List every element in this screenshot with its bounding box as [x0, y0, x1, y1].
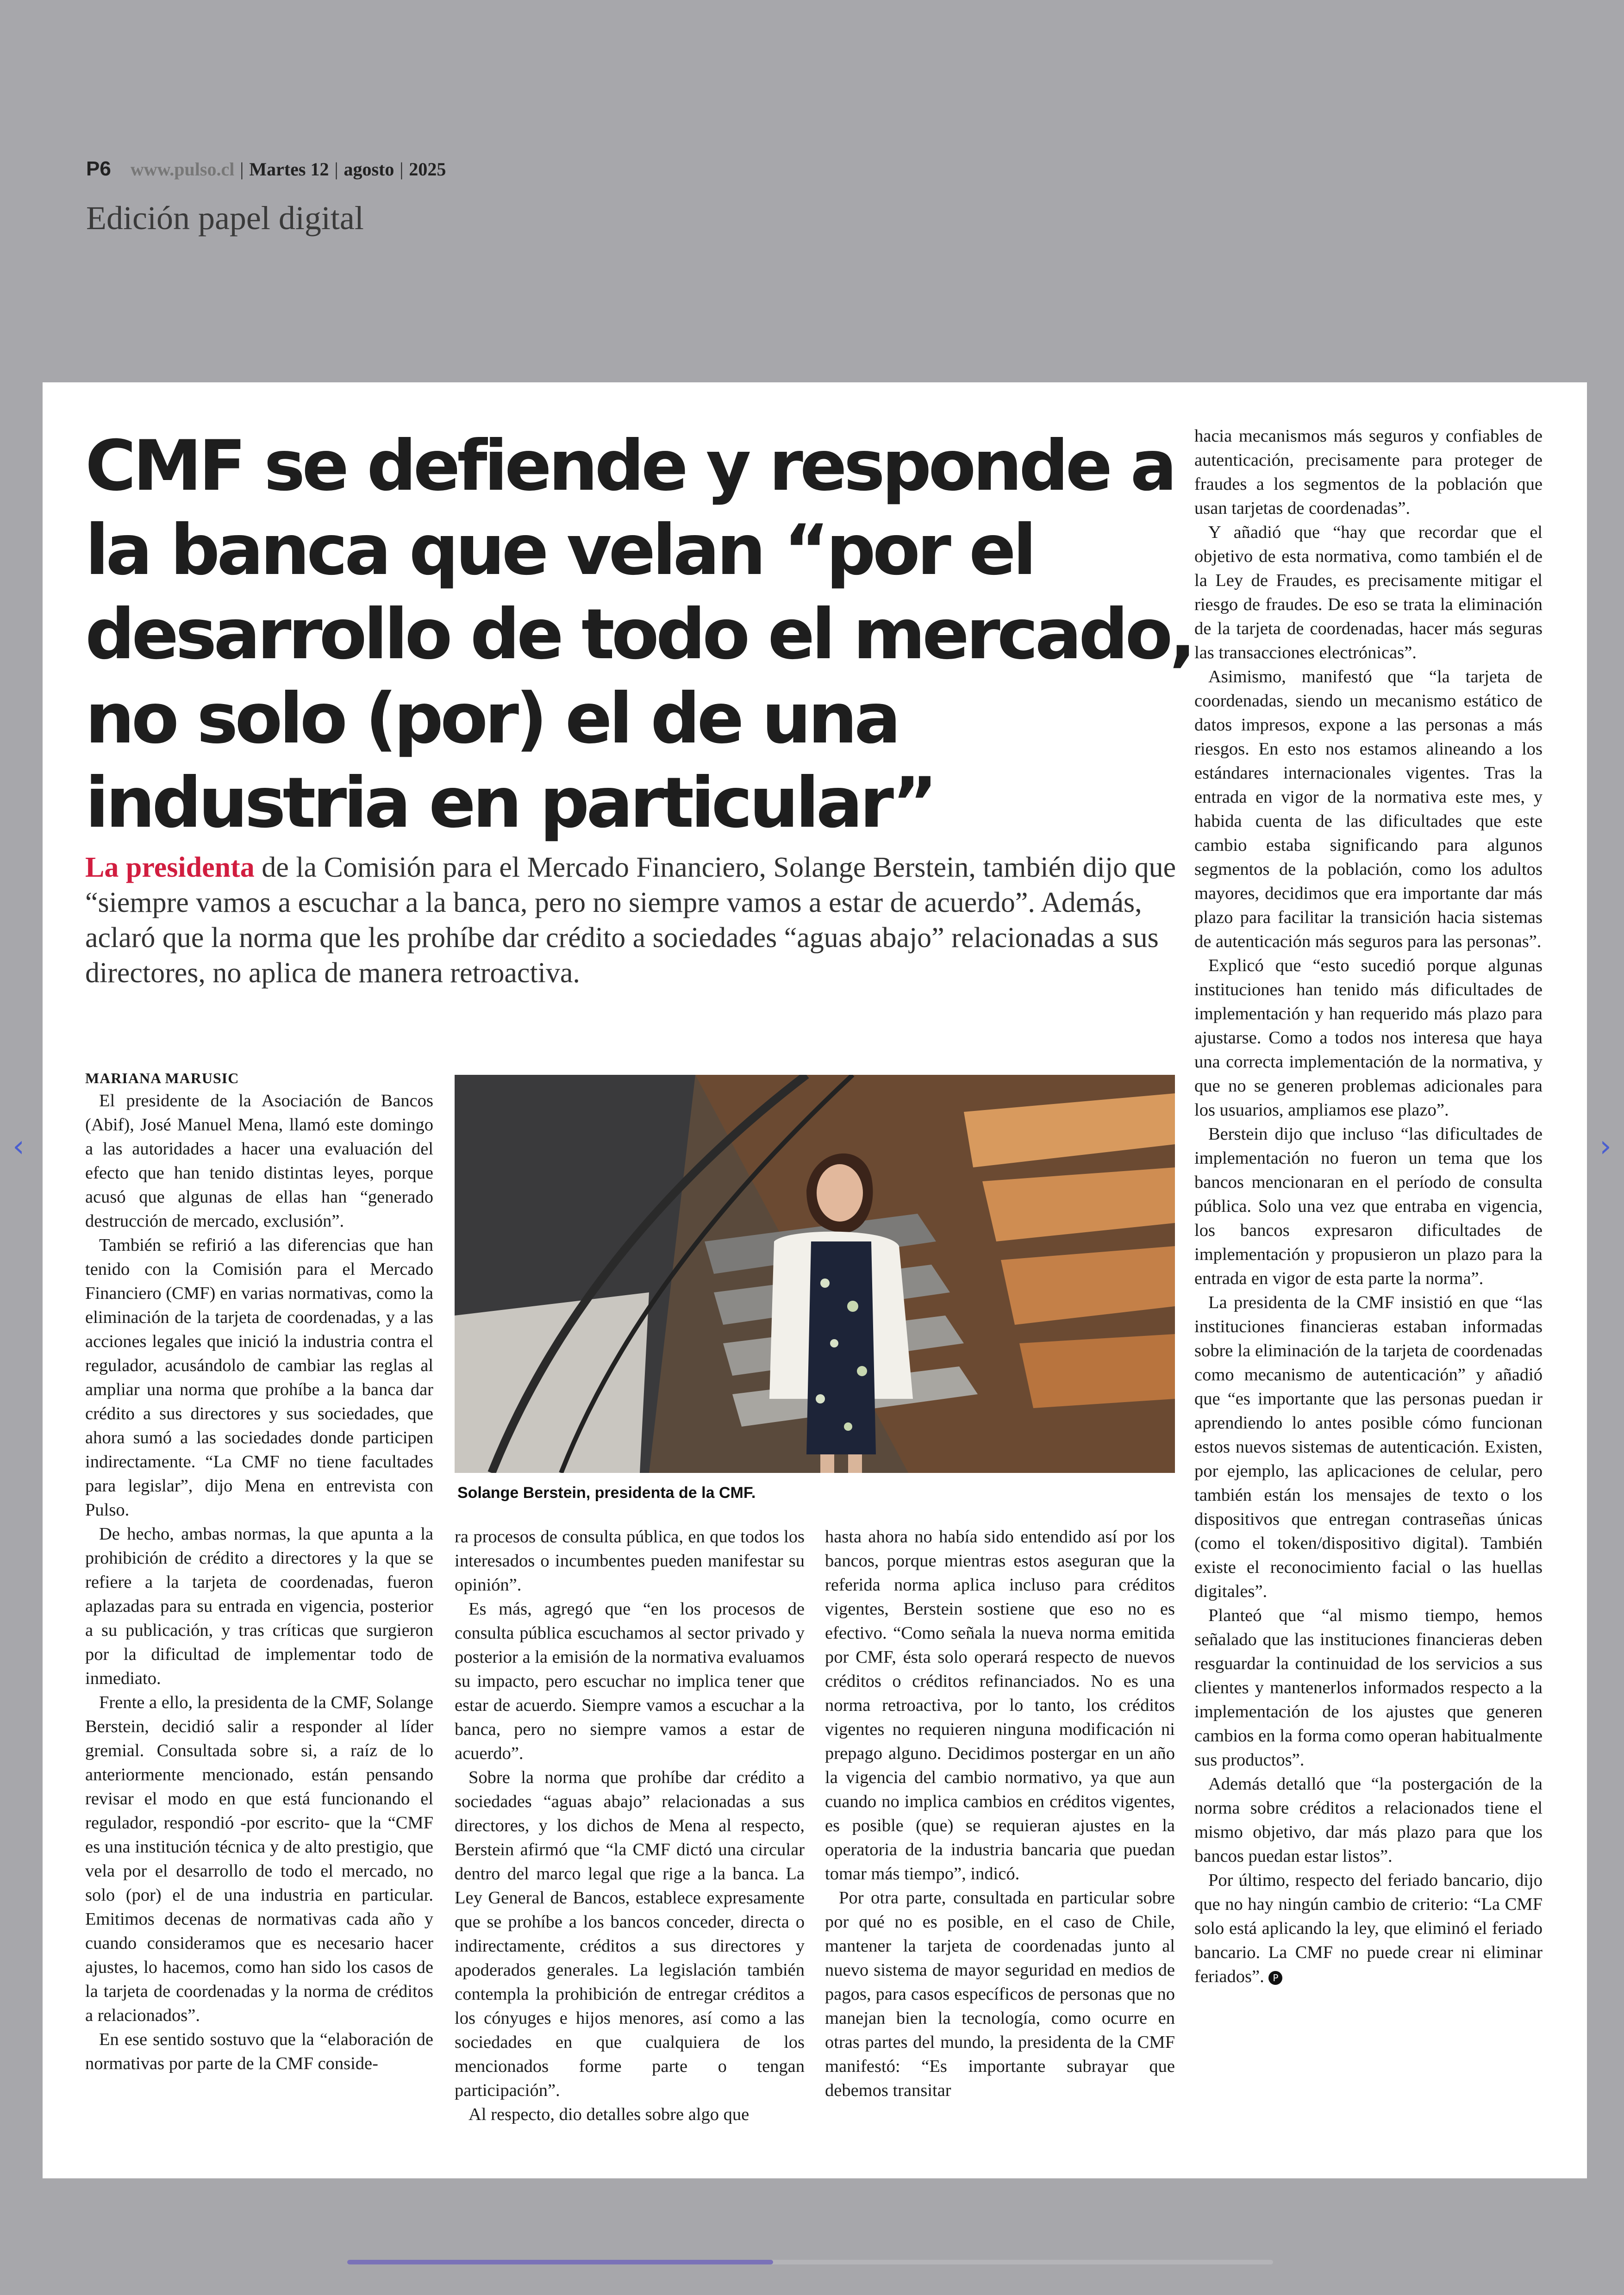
divider: | [400, 158, 404, 180]
chevron-right-icon[interactable]: › [1599, 1129, 1612, 1164]
deck-lead: La presidenta [85, 852, 255, 883]
edition-title: Edición papel digital [86, 200, 364, 237]
paragraph: Al respecto, dio detalles sobre algo que [468, 2105, 750, 2124]
site-url[interactable]: www.pulso.cl [130, 158, 235, 180]
paragraph: ra procesos de consulta pública, en que todos los interesados o incumbentes pueden manifestar su opinión”. [455, 1527, 805, 1595]
divider: | [240, 158, 244, 180]
paragraph: El presidente de la Asociación de Bancos (Abif), José Manuel Mena, llamó este domingo a las autoridades a hacer una evaluación del efecto que han tenido distintas leyes, porque acusó que algunas de ellas han “generado destrucción de mercado, exclusión”. [85, 1091, 433, 1231]
page-number: P6 [86, 157, 111, 180]
article-column-1 [85, 1067, 433, 2076]
issue-day: Martes 12 [249, 158, 329, 180]
article-column-3 [825, 1525, 1175, 2102]
paragraph: hasta ahora no había sido entendido así por los bancos, porque mientras estos aseguran que la referida norma aplica incluso para créditos vigentes, Berstein sostiene que eso no es efectivo. “Como señala la nueva norma emitida por CMF, ésta solo operará respecto de nuevos créditos o créditos refinanciados. No es una norma retroactiva, por lo tanto, los créditos vigentes no requieren ninguna modificación ni prepago alguno. Decidimos postergar en un año la vigencia del cambio normativo, ya que aun cuando no implica cambios en créditos vigentes, es posible (que) se requieran ajustes en la operatoria de la industria bancaria que puedan tomar más tiempo”, indicó. [825, 1527, 1175, 1883]
article-headline: CMF se defiende y responde a la banca que velan “por el desarrollo de todo el mercado, no solo (por) el de una industria en particular” [85, 426, 1193, 843]
end-mark-icon: P [1268, 1971, 1282, 1985]
divider: | [334, 158, 338, 180]
paragraph: En ese sentido sostuvo que la “elaboración de normativas por parte de la CMF conside- [85, 2030, 433, 2073]
paragraph: Por otra parte, consultada en particular sobre por qué no es posible, en el caso de Chile, mantener la tarjeta de coordenadas junto al nuevo sistema de mayor seguridad en medios de pagos, para casos específicos de personas que no manejan bien la tecnología, como ocurre en otras partes del mundo, la presidenta de la CMF manifestó: “Es importante subrayar que debemos transitar [825, 1888, 1175, 2100]
issue-line [86, 157, 446, 181]
deck-text: de la Comisión para el Mercado Financiero, Solange Berstein, también dijo que “siempre vamos a escuchar a la banca, pero no siempre vamos a estar de acuerdo”. Además, aclaró que la norma que les prohíbe dar crédito a sociedades “aguas abajo” relacionadas a sus directores, no aplica de manera retroactiva. [85, 852, 1176, 989]
paragraph-text: Por último, respecto del feriado bancario, dijo que no hay ningún cambio de criterio: “La CMF solo está aplicando la ley, que eliminó el feriado bancario. La CMF no puede crear ni eliminar feriados”. [1194, 1871, 1543, 1986]
paragraph: Planteó que “al mismo tiempo, hemos señalado que las instituciones financieras deben resguardar la continuidad de los servicios a sus clientes y mantenerlos informados respecto a la implementación de los ajustes que generen cambios en la forma como operan habitualmente sus productos”. [1194, 1606, 1543, 1770]
page-scrollbar[interactable] [347, 2260, 1273, 2264]
paragraph [1194, 1868, 1543, 1989]
article-deck [85, 850, 1187, 991]
article-photo [455, 1075, 1175, 1473]
photo-caption: Solange Berstein, presidenta de la CMF. [457, 1484, 756, 1502]
paragraph: Es más, agregó que “en los procesos de consulta pública escuchamos al sector privado y posterior a la emisión de la normativa evaluamos su impacto, pero escuchar no implica tener que estar de acuerdo. Siempre vamos a escuchar a la banca, pero no siempre vamos a estar de acuerdo”. [455, 1599, 805, 1763]
paragraph: Frente a ello, la presidenta de la CMF, Solange Berstein, decidió salir a responder al líder gremial. Consultada sobre si, a raíz de lo anteriormente mencionado, están pensando revisar el modo en que está funcionando el regulador, respondió -por escrito- que la “CMF es una institución técnica y de alto prestigio, que vela por el desarrollo de todo el mercado, no solo (por) el de una industria en particular. Emitimos decenas de normativas cada año y cuando consideramos que es necesario hacer ajustes, lo hacemos, como han sido los casos de la tarjeta de coordenadas y la norma de créditos a relacionados”. [85, 1693, 433, 2025]
paragraph: Y añadió que “hay que recordar que el objetivo de esta normativa, como también el de la Ley de Fraudes, es precisamente mitigar el riesgo de fraudes. De eso se trata la eliminación de la tarjeta de coordenadas, hacer más seguras las transacciones electrónicas”. [1194, 523, 1543, 662]
issue-year: 2025 [409, 158, 446, 180]
article-column-2 [455, 1525, 805, 2127]
paragraph: También se refirió a las diferencias que han tenido con la Comisión para el Mercado Financiero (CMF) en varias normativas, como la eliminación de la tarjeta de coordenadas, y a las acciones legales que inició la industria contra el regulador, acusándolo de cambiar las reglas al ampliar una norma que prohíbe a la banca dar crédito a sus directores y sus sociedades, que ahora sumó a las sociedades donde participen indirectamente. “La CMF no tiene facultades para legislar”, dijo Mena en entrevista con Pulso. [85, 1235, 433, 1520]
page-header [86, 157, 446, 237]
paragraph: Además detalló que “la postergación de la norma sobre créditos a relacionados tiene el mismo objetivo, dar más plazo para que los bancos puedan estar listos”. [1194, 1774, 1543, 1866]
paragraph: La presidenta de la CMF insistió en que “las instituciones financieras estaban informadas sobre la eliminación de la tarjeta de coordenadas como mecanismo de autenticación” y añadió que “es importante que las personas puedan ir aprendiendo lo antes posible cómo funcionan estos nuevos sistemas de autenticación. Existen, por ejemplo, las aplicaciones de celular, pero también están los mensajes de texto o los dispositivos que entregan contraseñas únicas (como el token/dispositivo digital). También existe el reconocimiento facial o las huellas digitales”. [1194, 1293, 1543, 1601]
article-column-4 [1194, 424, 1543, 1989]
paragraph: Asimismo, manifestó que “la tarjeta de coordenadas, siendo un mecanismo estático de datos impresos, expone a las personas a más riesgos. En esto nos estamos alineando a los estándares internacionales vigentes. Tras la entrada en vigor de la normativa este mes, y habida cuenta de las dificultades que este cambio estaba significando para algunos segmentos de la población, como los adultos mayores, decidimos que era importante dar más plazo para facilitar la transición hacia sistemas de autenticación más seguros para las personas”. [1194, 667, 1543, 951]
newspaper-page [43, 382, 1587, 2178]
paragraph: Berstein dijo que incluso “las dificultades de implementación no fueron un tema que los bancos mencionaran en el período de consulta pública. Solo una vez que entraba en vigencia, los bancos expresaron dificultades de implementación y propusieron un plazo para la entrada en vigor de esta parte la norma”. [1194, 1124, 1543, 1288]
paragraph: Sobre la norma que prohíbe dar crédito a sociedades “aguas abajo” relacionadas a sus directores, y los dichos de Mena al respecto, Berstein afirmó que “la CMF dictó una circular dentro del marco legal que rige a la banca. La Ley General de Bancos, establece expresamente que se prohíbe a los bancos conceder, directa o indirectamente, créditos a sus directores y apoderados generales. La legislación también contempla la prohibición de entregar créditos a los cónyuges e hijos menores, así como a las sociedades en que cualquiera de los mencionados forme parte o tengan participación”. [455, 1768, 805, 2100]
paragraph: Explicó que “esto sucedió porque algunas instituciones han tenido más dificultades de implementación y han requerido más plazo para ajustarse. Como a todos nos interesa que haya una correcta implementación de la normativa, y que no se generen problemas adicionales para los usuarios, ampliamos ese plazo”. [1194, 956, 1543, 1120]
paragraph: De hecho, ambas normas, la que apunta a la prohibición de crédito a directores y la que se refiere a la tarjeta de coordenadas, fueron aplazadas para su entrada en vigencia, posterior a su publicación, y tras críticas que surgieron por la dificultad de implementar todo de inmediato. [85, 1524, 433, 1688]
paragraph: hacia mecanismos más seguros y confiables de autenticación, precisamente para proteger de fraudes a los segmentos de la población que usan tarjetas de coordenadas”. [1194, 426, 1543, 518]
issue-month: agosto [344, 158, 394, 180]
chevron-left-icon[interactable]: ‹ [12, 1129, 25, 1164]
scrollbar-thumb[interactable] [347, 2260, 773, 2264]
byline: MARIANA MARUSIC [85, 1070, 239, 1086]
